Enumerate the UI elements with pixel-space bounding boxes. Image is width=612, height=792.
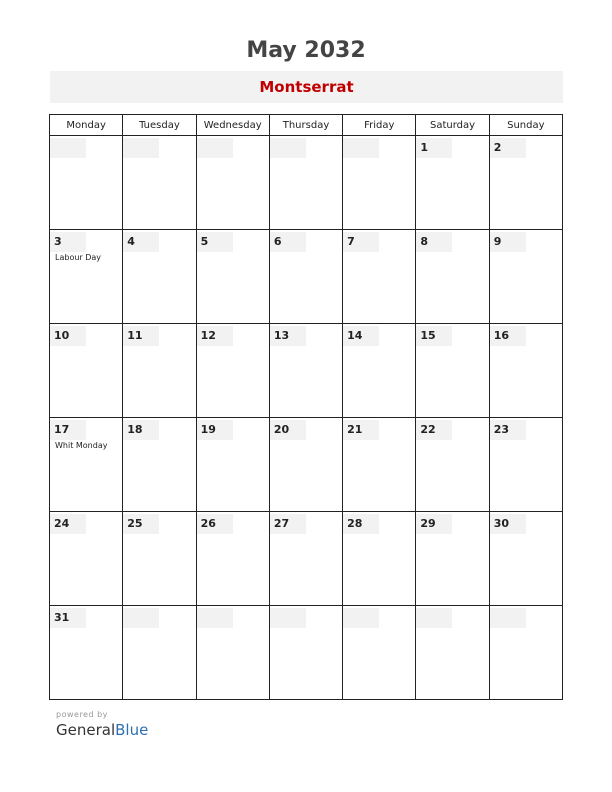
country-name: Montserrat bbox=[259, 78, 354, 96]
powered-by-text: powered by bbox=[56, 710, 108, 719]
calendar-day-cell bbox=[343, 418, 416, 512]
day-number: 3 bbox=[50, 232, 86, 252]
calendar-day-cell bbox=[196, 418, 269, 512]
day-number bbox=[123, 608, 159, 628]
calendar-day-cell bbox=[269, 230, 342, 324]
calendar-day-cell bbox=[123, 230, 196, 324]
weekday-monday: Monday bbox=[50, 115, 123, 136]
calendar-week-row bbox=[50, 324, 563, 418]
calendar-day-cell bbox=[50, 230, 123, 324]
day-number: 28 bbox=[343, 514, 379, 534]
day-number bbox=[197, 608, 233, 628]
calendar-day-cell bbox=[196, 136, 269, 230]
country-banner bbox=[50, 71, 563, 103]
calendar-day-cell bbox=[196, 324, 269, 418]
day-number: 1 bbox=[416, 138, 452, 158]
weekday-friday: Friday bbox=[343, 115, 416, 136]
day-number: 10 bbox=[50, 326, 86, 346]
weekday-sunday: Sunday bbox=[489, 115, 562, 136]
day-number: 16 bbox=[490, 326, 526, 346]
day-number bbox=[270, 608, 306, 628]
calendar-day-cell bbox=[343, 136, 416, 230]
calendar-day-cell bbox=[196, 512, 269, 606]
calendar-day-cell bbox=[343, 606, 416, 700]
day-number bbox=[343, 138, 379, 158]
day-number: 2 bbox=[490, 138, 526, 158]
calendar-day-cell bbox=[416, 230, 489, 324]
calendar-day-cell bbox=[123, 606, 196, 700]
day-number bbox=[343, 608, 379, 628]
day-number bbox=[123, 138, 159, 158]
brand-general: General bbox=[56, 721, 116, 739]
calendar-day-cell bbox=[269, 136, 342, 230]
calendar-day-cell bbox=[123, 418, 196, 512]
calendar-day-cell bbox=[50, 606, 123, 700]
day-number: 23 bbox=[490, 420, 526, 440]
day-number: 7 bbox=[343, 232, 379, 252]
calendar-day-cell bbox=[196, 606, 269, 700]
day-number: 21 bbox=[343, 420, 379, 440]
calendar-day-cell bbox=[123, 136, 196, 230]
day-number: 20 bbox=[270, 420, 306, 440]
calendar-day-cell bbox=[50, 418, 123, 512]
day-number: 12 bbox=[197, 326, 233, 346]
holiday-label: Whit Monday bbox=[55, 441, 108, 450]
day-number: 27 bbox=[270, 514, 306, 534]
footer bbox=[56, 710, 148, 739]
calendar-day-cell bbox=[416, 512, 489, 606]
day-number: 4 bbox=[123, 232, 159, 252]
holiday-label: Labour Day bbox=[55, 253, 102, 262]
calendar-day-cell bbox=[269, 512, 342, 606]
page-title: May 2032 bbox=[246, 38, 366, 63]
calendar-day-cell bbox=[123, 324, 196, 418]
calendar-week-row bbox=[50, 230, 563, 324]
calendar-day-cell bbox=[416, 418, 489, 512]
weekday-tuesday: Tuesday bbox=[123, 115, 196, 136]
calendar-day-cell bbox=[196, 230, 269, 324]
day-number bbox=[416, 608, 452, 628]
calendar-day-cell bbox=[50, 324, 123, 418]
day-number bbox=[50, 138, 86, 158]
day-number: 25 bbox=[123, 514, 159, 534]
calendar-day-cell bbox=[489, 136, 562, 230]
day-number: 17 bbox=[50, 420, 86, 440]
calendar-day-cell bbox=[269, 418, 342, 512]
calendar-week-row bbox=[50, 418, 563, 512]
day-number: 8 bbox=[416, 232, 452, 252]
day-number: 18 bbox=[123, 420, 159, 440]
brand-logo bbox=[56, 721, 148, 739]
day-number: 29 bbox=[416, 514, 452, 534]
calendar-day-cell bbox=[489, 606, 562, 700]
weekday-header-row bbox=[50, 115, 563, 136]
calendar-day-cell bbox=[50, 512, 123, 606]
day-number: 30 bbox=[490, 514, 526, 534]
calendar-week-row bbox=[50, 136, 563, 230]
calendar-day-cell bbox=[343, 512, 416, 606]
calendar-grid bbox=[49, 114, 563, 700]
weekday-saturday: Saturday bbox=[416, 115, 489, 136]
day-number: 24 bbox=[50, 514, 86, 534]
day-number: 5 bbox=[197, 232, 233, 252]
day-number: 22 bbox=[416, 420, 452, 440]
day-number: 26 bbox=[197, 514, 233, 534]
day-number bbox=[270, 138, 306, 158]
calendar-day-cell bbox=[50, 136, 123, 230]
calendar-day-cell bbox=[269, 324, 342, 418]
day-number bbox=[490, 608, 526, 628]
calendar-day-cell bbox=[123, 512, 196, 606]
day-number: 19 bbox=[197, 420, 233, 440]
calendar-day-cell bbox=[416, 324, 489, 418]
calendar-day-cell bbox=[416, 136, 489, 230]
calendar-day-cell bbox=[489, 418, 562, 512]
calendar-week-row bbox=[50, 606, 563, 700]
day-number: 11 bbox=[123, 326, 159, 346]
weekday-thursday: Thursday bbox=[269, 115, 342, 136]
calendar-week-row bbox=[50, 512, 563, 606]
day-number: 31 bbox=[50, 608, 86, 628]
day-number bbox=[197, 138, 233, 158]
day-number: 13 bbox=[270, 326, 306, 346]
day-number: 14 bbox=[343, 326, 379, 346]
calendar-day-cell bbox=[343, 324, 416, 418]
calendar-day-cell bbox=[489, 230, 562, 324]
calendar-day-cell bbox=[269, 606, 342, 700]
day-number: 9 bbox=[490, 232, 526, 252]
calendar-day-cell bbox=[416, 606, 489, 700]
brand-blue: Blue bbox=[115, 721, 149, 739]
weekday-wednesday: Wednesday bbox=[196, 115, 269, 136]
day-number: 15 bbox=[416, 326, 452, 346]
calendar-day-cell bbox=[489, 512, 562, 606]
day-number: 6 bbox=[270, 232, 306, 252]
calendar-day-cell bbox=[489, 324, 562, 418]
calendar-day-cell bbox=[343, 230, 416, 324]
